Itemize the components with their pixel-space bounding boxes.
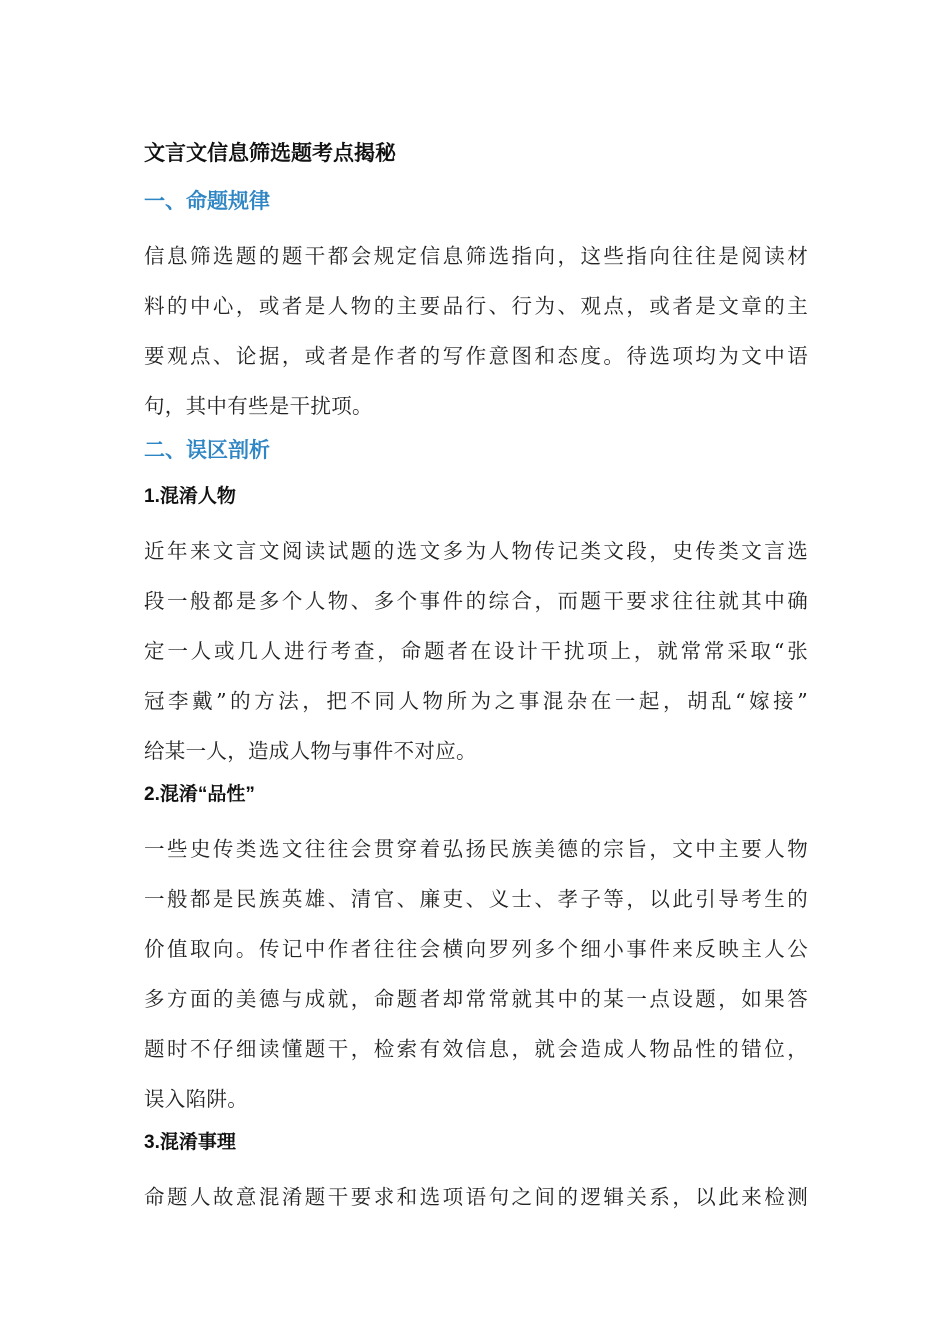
- document-title: 文言文信息筛选题考点揭秘: [144, 141, 396, 165]
- paragraph-line: 冠李戴”的方法，把不同人物所为之事混杂在一起，胡乱“嫁接”: [144, 689, 808, 713]
- subheading-confuse-persons: 1.混淆人物: [144, 486, 236, 507]
- section-heading-rules: 一、命题规律: [144, 189, 270, 213]
- paragraph-line: 命题人故意混淆题干要求和选项语句之间的逻辑关系，以此来检测: [144, 1185, 808, 1209]
- paragraph-confuse-logic: [144, 1172, 808, 1222]
- paragraph-line: 定一人或几人进行考查，命题者在设计干扰项上，就常常采取“张: [144, 639, 808, 663]
- paragraph-line: 句，其中有些是干扰项。: [144, 394, 373, 418]
- section-heading-pitfalls: 二、误区剖析: [144, 438, 270, 462]
- paragraph-confuse-persons: [144, 526, 808, 776]
- paragraph-line: 误入陷阱。: [144, 1087, 248, 1111]
- paragraph-confuse-character: [144, 824, 808, 1124]
- paragraph-line: 题时不仔细读懂题干，检索有效信息，就会造成人物品性的错位，: [144, 1037, 808, 1061]
- paragraph-line: 要观点、论据，或者是作者的写作意图和态度。待选项均为文中语: [144, 344, 808, 368]
- paragraph-line: 给某一人，造成人物与事件不对应。: [144, 739, 477, 763]
- subheading-confuse-logic: 3.混淆事理: [144, 1132, 236, 1153]
- paragraph-line: 信息筛选题的题干都会规定信息筛选指向，这些指向往往是阅读材: [144, 244, 808, 268]
- subheading-confuse-character: 2.混淆“品性”: [144, 784, 255, 805]
- paragraph-rules: [144, 231, 808, 431]
- paragraph-line: 一般都是民族英雄、清官、廉吏、义士、孝子等，以此引导考生的: [144, 887, 808, 911]
- document-content: [144, 136, 808, 1224]
- paragraph-line: 一些史传类选文往往会贯穿着弘扬民族美德的宗旨，文中主要人物: [144, 837, 808, 861]
- paragraph-line: 料的中心，或者是人物的主要品行、行为、观点，或者是文章的主: [144, 294, 808, 318]
- paragraph-line: 价值取向。传记中作者往往会横向罗列多个细小事件来反映主人公: [144, 937, 808, 961]
- paragraph-line: 多方面的美德与成就，命题者却常常就其中的某一点设题，如果答: [144, 987, 808, 1011]
- paragraph-line: 段一般都是多个人物、多个事件的综合，而题干要求往往就其中确: [144, 589, 808, 613]
- paragraph-line: 近年来文言文阅读试题的选文多为人物传记类文段，史传类文言选: [144, 539, 808, 563]
